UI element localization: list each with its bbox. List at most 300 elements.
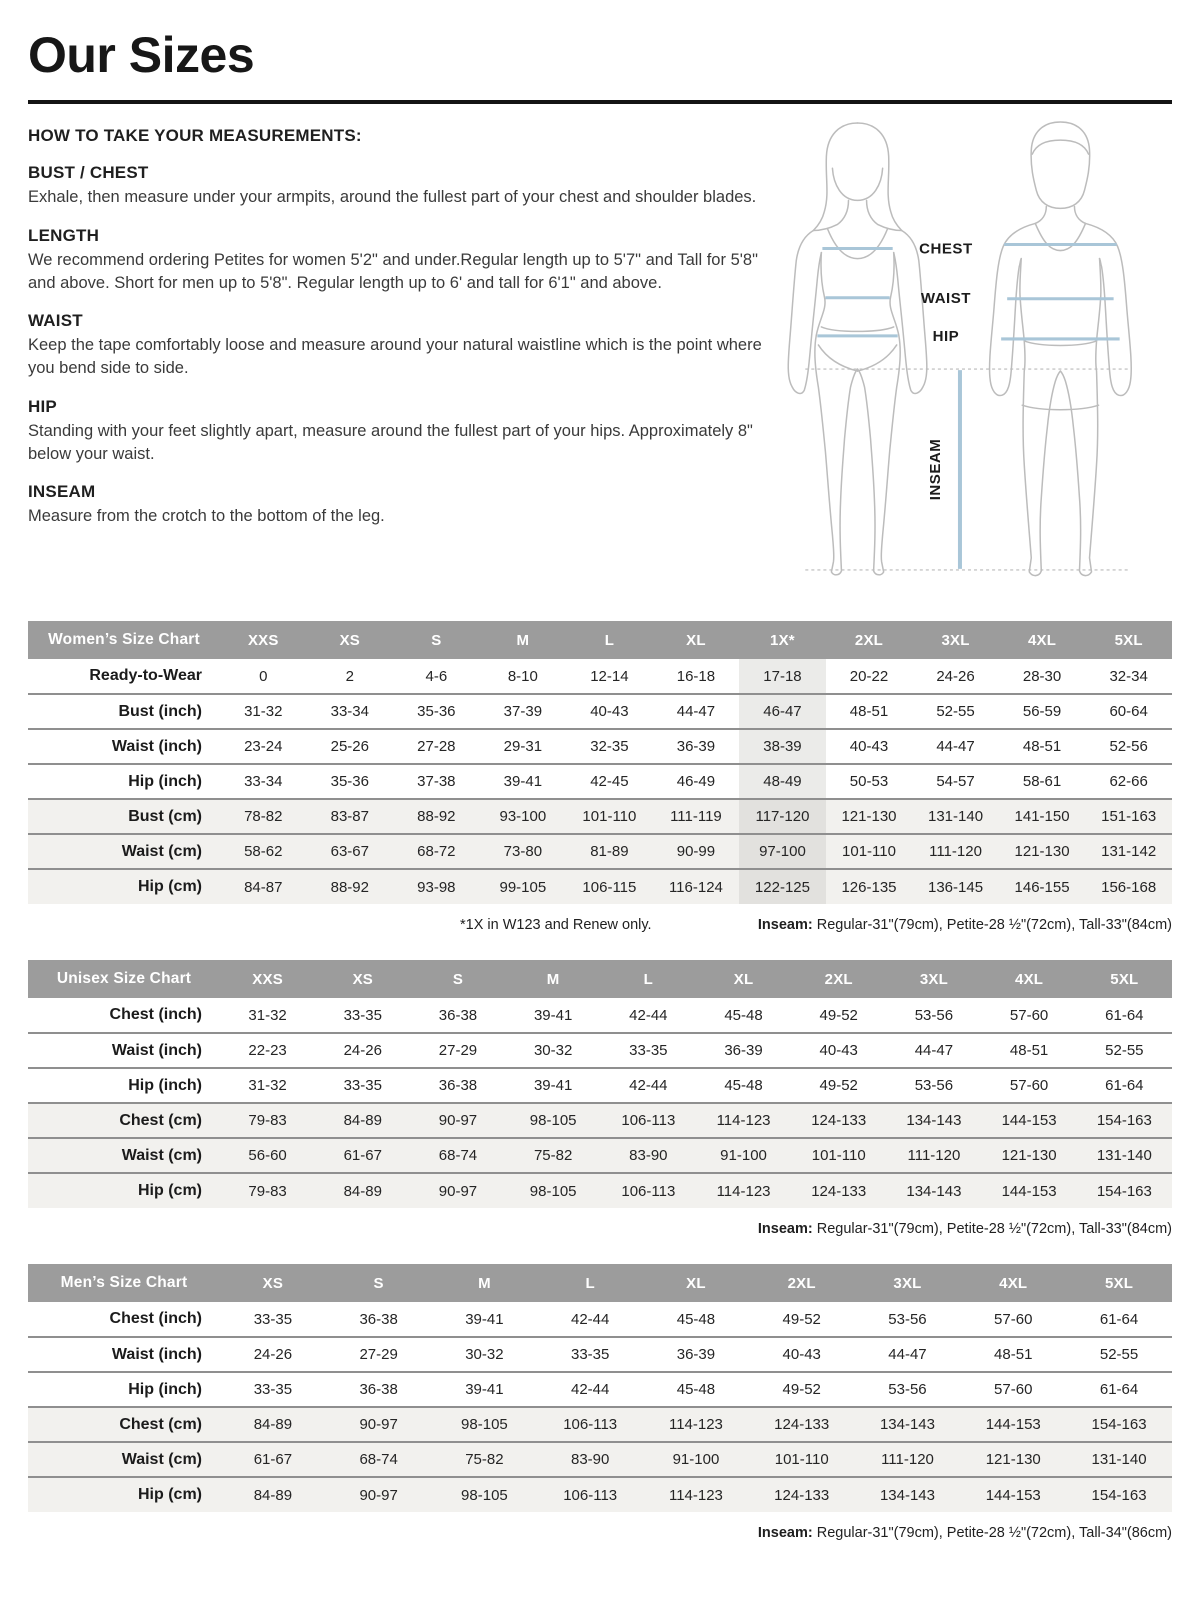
- size-column-header: 5XL: [1077, 960, 1172, 998]
- size-cell: 49-52: [782, 1310, 821, 1328]
- size-cell: 48-51: [960, 1337, 1066, 1372]
- size-cell: 25-26: [307, 729, 394, 764]
- size-cell: 45-48: [676, 1310, 716, 1328]
- inseam-footnote-text: Regular-31"(79cm), Petite-28 ½"(72cm), Tall-34"(86cm): [812, 1525, 1172, 1541]
- size-cell: 154-163: [1077, 1103, 1172, 1138]
- size-cell: 32-34: [1109, 667, 1148, 685]
- size-cell: 111-120: [886, 1138, 981, 1173]
- size-cell: 36-39: [653, 729, 740, 764]
- size-cell: 62-66: [1085, 764, 1172, 799]
- row-label: Waist (cm): [28, 1442, 220, 1477]
- size-cell: 53-56: [855, 1372, 961, 1407]
- inseam-footnote-label: Inseam:: [757, 1525, 813, 1541]
- row-label: Waist (inch): [28, 1033, 220, 1068]
- size-cell: 83-90: [537, 1442, 643, 1477]
- unisex-size-table-block: [28, 960, 1172, 1237]
- size-column-header: XXS: [220, 960, 315, 998]
- size-column-header: 2XL: [749, 1264, 855, 1302]
- size-cell: 23-24: [220, 729, 307, 764]
- size-cell: 40-43: [566, 694, 653, 729]
- body-diagram: [773, 118, 1163, 595]
- row-label: Bust (cm): [28, 799, 220, 834]
- size-cell: 111-120: [912, 834, 999, 869]
- size-cell: 88-92: [307, 869, 394, 904]
- size-cell: 45-48: [643, 1372, 749, 1407]
- row-label: Waist (inch): [28, 1337, 220, 1372]
- size-cell: 73-80: [480, 834, 567, 869]
- size-cell: 63-67: [307, 834, 394, 869]
- table-row: [28, 1033, 1172, 1068]
- table-row: [28, 694, 1172, 729]
- size-cell: 141-150: [999, 799, 1086, 834]
- table-row: [28, 729, 1172, 764]
- table-header-row: [28, 960, 1172, 998]
- size-column-header: XL: [653, 621, 740, 659]
- measurement-instructions: [28, 126, 773, 595]
- size-cell: 24-26: [936, 667, 975, 685]
- female-figure: [788, 123, 927, 575]
- size-column-header: XS: [315, 960, 410, 998]
- size-column-header: L: [537, 1264, 643, 1302]
- size-cell: 99-105: [480, 869, 567, 904]
- size-cell: 31-32: [248, 1006, 287, 1024]
- inseam-footnote-label: Inseam:: [757, 1221, 813, 1237]
- size-cell: 114-123: [643, 1407, 749, 1442]
- size-cell: 37-38: [393, 764, 480, 799]
- table-name: Women’s Size Chart: [28, 621, 220, 659]
- size-cell: 79-83: [220, 1173, 315, 1208]
- size-cell: 8-10: [507, 667, 538, 685]
- size-cell: 48-51: [999, 729, 1086, 764]
- size-cell: 101-110: [566, 799, 653, 834]
- size-cell: 2: [345, 667, 354, 685]
- size-column-header: S: [326, 1264, 432, 1302]
- size-column-header: M: [480, 621, 567, 659]
- size-cell: 131-142: [1085, 834, 1172, 869]
- mens-size-table-block: [28, 1264, 1172, 1541]
- size-cell: 58-61: [999, 764, 1086, 799]
- table-header-row: [28, 621, 1172, 659]
- size-cell: 52-56: [1085, 729, 1172, 764]
- size-cell: 151-163: [1085, 799, 1172, 834]
- table-row: [28, 1442, 1172, 1477]
- row-label: Hip (cm): [28, 1477, 220, 1512]
- size-column-header: 2XL: [791, 960, 886, 998]
- size-table: [28, 960, 1172, 1208]
- size-column-header: 3XL: [855, 1264, 961, 1302]
- size-cell: 61-64: [1105, 1006, 1144, 1024]
- size-cell: 61-64: [1077, 1068, 1172, 1103]
- size-cell: 27-28: [393, 729, 480, 764]
- size-cell: 98-105: [506, 1173, 601, 1208]
- size-cell: 42-44: [570, 1310, 610, 1328]
- size-cell: 4-6: [425, 667, 448, 685]
- row-label: Chest (inch): [109, 1310, 202, 1327]
- size-cell: 111-119: [653, 799, 740, 834]
- size-column-header: XS: [220, 1264, 326, 1302]
- size-cell: 36-39: [643, 1337, 749, 1372]
- size-cell: 83-90: [601, 1138, 696, 1173]
- size-cell: 134-143: [855, 1477, 961, 1512]
- measurement-section: [28, 311, 763, 380]
- size-cell: 124-133: [749, 1477, 855, 1512]
- row-label: Hip (cm): [28, 1173, 220, 1208]
- size-cell: 54-57: [912, 764, 999, 799]
- size-cell: 52-55: [912, 694, 999, 729]
- size-cell: 134-143: [855, 1407, 961, 1442]
- size-cell: 12-14: [590, 667, 629, 685]
- size-cell: 49-52: [791, 1068, 886, 1103]
- size-cell: 48-51: [826, 694, 913, 729]
- size-cell: 90-97: [326, 1407, 432, 1442]
- size-cell: 30-32: [506, 1033, 601, 1068]
- unisex-size-table-container: [28, 960, 1172, 1208]
- measurement-sections: [28, 163, 763, 528]
- size-cell: 116-124: [653, 869, 740, 904]
- title-divider: [28, 100, 1172, 104]
- size-cell: 39-41: [533, 1006, 573, 1024]
- size-cell: 90-99: [653, 834, 740, 869]
- size-cell: 126-135: [826, 869, 913, 904]
- size-cell: 44-47: [653, 694, 740, 729]
- table-row: [28, 1477, 1172, 1512]
- size-cell: 134-143: [886, 1173, 981, 1208]
- size-column-header: 3XL: [912, 621, 999, 659]
- measurement-section: [28, 482, 763, 528]
- size-cell: 97-100: [739, 834, 826, 869]
- size-cell: 106-113: [601, 1103, 696, 1138]
- size-cell: 33-34: [307, 694, 394, 729]
- size-cell: 33-35: [601, 1033, 696, 1068]
- size-cell: 36-38: [410, 1068, 505, 1103]
- row-label: Waist (cm): [28, 1138, 220, 1173]
- size-cell: 144-153: [982, 1173, 1077, 1208]
- size-cell: 46-49: [653, 764, 740, 799]
- womens-size-table-container: [28, 621, 1172, 904]
- table-row: [28, 659, 1172, 694]
- row-label: Chest (inch): [109, 1006, 202, 1023]
- size-cell: 17-18: [739, 659, 826, 694]
- table-row: [28, 1372, 1172, 1407]
- size-cell: 52-55: [1077, 1033, 1172, 1068]
- size-cell: 117-120: [739, 799, 826, 834]
- size-cell: 40-43: [749, 1337, 855, 1372]
- size-cell: 33-35: [315, 1068, 410, 1103]
- size-column-header: L: [601, 960, 696, 998]
- size-cell: 48-49: [739, 764, 826, 799]
- size-cell: 131-140: [1077, 1138, 1172, 1173]
- size-cell: 46-47: [739, 694, 826, 729]
- size-cell: 30-32: [432, 1337, 538, 1372]
- womens-table-footnotes: [28, 917, 1172, 933]
- size-cell: 50-53: [826, 764, 913, 799]
- table-row: [28, 869, 1172, 904]
- size-cell: 101-110: [749, 1442, 855, 1477]
- table-row: [28, 1407, 1172, 1442]
- size-column-header: 2XL: [826, 621, 913, 659]
- size-cell: 44-47: [912, 729, 999, 764]
- table-row: [28, 1138, 1172, 1173]
- chest-label: CHEST: [919, 240, 973, 258]
- section-body: Exhale, then measure under your armpits, around the fullest part of your chest and shoulder blades.: [28, 188, 757, 206]
- dashed-guides: [805, 369, 1130, 570]
- section-body: Keep the tape comfortably loose and measure around your natural waistline which is the point where you bend side to side.: [28, 336, 762, 378]
- size-cell: 75-82: [432, 1442, 538, 1477]
- size-cell: 35-36: [393, 694, 480, 729]
- size-cell: 31-32: [220, 694, 307, 729]
- size-cell: 52-55: [1066, 1337, 1172, 1372]
- size-cell: 84-89: [315, 1173, 410, 1208]
- size-cell: 114-123: [643, 1477, 749, 1512]
- size-cell: 84-89: [220, 1407, 326, 1442]
- size-cell: 36-38: [326, 1372, 432, 1407]
- row-label: Bust (inch): [28, 694, 220, 729]
- size-cell: 39-41: [432, 1372, 538, 1407]
- size-cell: 91-100: [696, 1138, 791, 1173]
- row-label: Ready-to-Wear: [89, 667, 202, 684]
- size-cell: 42-44: [629, 1006, 668, 1024]
- size-cell: 56-60: [220, 1138, 315, 1173]
- size-cell: 111-120: [855, 1442, 961, 1477]
- intro-row: [28, 126, 1172, 595]
- size-column-header: XL: [643, 1264, 749, 1302]
- size-column-header: 5XL: [1085, 621, 1172, 659]
- size-column-header: M: [506, 960, 601, 998]
- table-row: [28, 998, 1172, 1033]
- size-cell: 33-35: [343, 1006, 382, 1024]
- size-cell: 39-41: [465, 1310, 504, 1328]
- size-cell: 106-115: [566, 869, 653, 904]
- section-body: Standing with your feet slightly apart, measure around the fullest part of your hips. Approximately 8" below your waist.: [28, 421, 753, 463]
- how-to-heading: HOW TO TAKE YOUR MEASUREMENTS:: [28, 126, 362, 145]
- size-cell: 124-133: [791, 1103, 886, 1138]
- mens-size-table-container: [28, 1264, 1172, 1512]
- size-column-header: L: [566, 621, 653, 659]
- size-column-header: 4XL: [982, 960, 1077, 998]
- size-cell: 42-45: [566, 764, 653, 799]
- section-heading: BUST / CHEST: [28, 163, 149, 182]
- size-cell: 124-133: [749, 1407, 855, 1442]
- size-cell: 90-97: [326, 1477, 432, 1512]
- size-cell: 44-47: [886, 1033, 981, 1068]
- size-cell: 106-113: [537, 1477, 643, 1512]
- mens-inseam-footnote: [758, 1525, 1172, 1541]
- size-column-header: 1X*: [739, 621, 826, 659]
- size-column-header: 3XL: [886, 960, 981, 998]
- size-cell: 49-52: [819, 1006, 858, 1024]
- size-cell: 35-36: [307, 764, 394, 799]
- inseam-footnote-text: Regular-31"(79cm), Petite-28 ½"(72cm), Tall-33"(84cm): [812, 917, 1172, 933]
- size-cell: 28-30: [1022, 667, 1062, 685]
- size-cell: 16-18: [676, 667, 716, 685]
- size-cell: 61-64: [1066, 1372, 1172, 1407]
- measurement-diagram-svg: [773, 118, 1163, 590]
- size-column-header: XXS: [220, 621, 307, 659]
- one-x-footnote: *1X in W123 and Renew only.: [460, 917, 652, 933]
- size-cell: 36-38: [438, 1006, 478, 1024]
- size-cell: 48-51: [982, 1033, 1077, 1068]
- row-label: Hip (inch): [28, 1372, 220, 1407]
- page-title: Our Sizes: [28, 27, 255, 83]
- womens-inseam-footnote: [758, 917, 1172, 933]
- size-cell: 31-32: [220, 1068, 315, 1103]
- size-cell: 75-82: [506, 1138, 601, 1173]
- size-cell: 144-153: [960, 1407, 1066, 1442]
- size-cell: 57-60: [960, 1372, 1066, 1407]
- waist-label: WAIST: [920, 289, 971, 307]
- size-column-header: 4XL: [960, 1264, 1066, 1302]
- size-cell: 53-56: [886, 1068, 981, 1103]
- size-cell: 57-60: [1009, 1006, 1049, 1024]
- size-cell: 114-123: [696, 1173, 791, 1208]
- size-cell: 98-105: [506, 1103, 601, 1138]
- size-cell: 39-41: [480, 764, 567, 799]
- size-cell: 122-125: [739, 869, 826, 904]
- row-label: Chest (cm): [28, 1103, 220, 1138]
- size-table: [28, 1264, 1172, 1512]
- table-row: [28, 834, 1172, 869]
- size-cell: 57-60: [994, 1310, 1033, 1328]
- table-name: Unisex Size Chart: [28, 960, 220, 998]
- table-row: [28, 799, 1172, 834]
- size-cell: 124-133: [791, 1173, 886, 1208]
- size-cell: 61-67: [315, 1138, 410, 1173]
- size-cell: 33-35: [537, 1337, 643, 1372]
- size-cell: 22-23: [220, 1033, 315, 1068]
- size-cell: 24-26: [220, 1337, 326, 1372]
- size-cell: 131-140: [912, 799, 999, 834]
- table-row: [28, 1173, 1172, 1208]
- size-cell: 106-113: [537, 1407, 643, 1442]
- section-heading: LENGTH: [28, 225, 100, 245]
- size-cell: 84-89: [220, 1477, 326, 1512]
- size-column-header: S: [393, 621, 480, 659]
- inseam-label: INSEAM: [926, 438, 944, 501]
- size-cell: 134-143: [886, 1103, 981, 1138]
- measurement-section: [28, 226, 763, 295]
- section-body: Measure from the crotch to the bottom of the leg.: [28, 507, 385, 526]
- size-cell: 20-22: [849, 667, 889, 685]
- size-cell: 61-67: [220, 1442, 326, 1477]
- table-row: [28, 1103, 1172, 1138]
- table-row: [28, 764, 1172, 799]
- size-cell: 91-100: [643, 1442, 749, 1477]
- table-row: [28, 1068, 1172, 1103]
- size-cell: 33-34: [220, 764, 307, 799]
- size-cell: 83-87: [307, 799, 394, 834]
- size-cell: 88-92: [393, 799, 480, 834]
- table-name: Men’s Size Chart: [28, 1264, 220, 1302]
- size-cell: 90-97: [410, 1173, 505, 1208]
- size-cell: 79-83: [220, 1103, 315, 1138]
- size-cell: 68-74: [410, 1138, 505, 1173]
- size-cell: 101-110: [826, 834, 913, 869]
- size-cell: 154-163: [1066, 1407, 1172, 1442]
- size-column-header: XS: [307, 621, 394, 659]
- inseam-footnote-label: Inseam:: [757, 917, 813, 933]
- size-cell: 40-43: [791, 1033, 886, 1068]
- size-cell: 56-59: [999, 694, 1086, 729]
- size-cell: 61-64: [1099, 1310, 1139, 1328]
- size-cell: 84-87: [220, 869, 307, 904]
- row-label: Hip (inch): [28, 1068, 220, 1103]
- row-label: Waist (inch): [28, 729, 220, 764]
- size-cell: 136-145: [912, 869, 999, 904]
- size-cell: 101-110: [791, 1138, 886, 1173]
- size-cell: 0: [259, 667, 268, 685]
- size-cell: 24-26: [315, 1033, 410, 1068]
- size-cell: 84-89: [315, 1103, 410, 1138]
- size-cell: 144-153: [982, 1103, 1077, 1138]
- size-cell: 45-48: [724, 1006, 763, 1024]
- size-cell: 29-31: [480, 729, 567, 764]
- size-cell: 156-168: [1085, 869, 1172, 904]
- size-cell: 93-98: [393, 869, 480, 904]
- size-cell: 154-163: [1077, 1173, 1172, 1208]
- row-label: Chest (cm): [28, 1407, 220, 1442]
- size-cell: 39-41: [506, 1068, 601, 1103]
- size-cell: 98-105: [432, 1407, 538, 1442]
- size-cell: 37-39: [480, 694, 567, 729]
- size-cell: 40-43: [826, 729, 913, 764]
- size-cell: 106-113: [601, 1173, 696, 1208]
- size-column-header: S: [410, 960, 505, 998]
- table-row: [28, 1302, 1172, 1337]
- size-cell: 53-56: [914, 1006, 954, 1024]
- size-column-header: 4XL: [999, 621, 1086, 659]
- size-cell: 42-44: [601, 1068, 696, 1103]
- size-cell: 78-82: [220, 799, 307, 834]
- inseam-footnote-text: Regular-31"(79cm), Petite-28 ½"(72cm), Tall-33"(84cm): [812, 1221, 1172, 1237]
- section-heading: INSEAM: [28, 482, 96, 502]
- table-header-row: [28, 1264, 1172, 1302]
- size-cell: 60-64: [1085, 694, 1172, 729]
- size-cell: 154-163: [1066, 1477, 1172, 1512]
- size-cell: 90-97: [410, 1103, 505, 1138]
- size-cell: 114-123: [696, 1103, 791, 1138]
- size-cell: 33-35: [253, 1310, 293, 1328]
- size-cell: 36-38: [359, 1310, 398, 1328]
- size-cell: 121-130: [826, 799, 913, 834]
- size-tables-area: [28, 621, 1172, 1541]
- size-column-header: XL: [696, 960, 791, 998]
- size-cell: 27-29: [410, 1033, 505, 1068]
- row-label: Hip (inch): [28, 764, 220, 799]
- size-cell: 32-35: [566, 729, 653, 764]
- size-column-header: 5XL: [1066, 1264, 1172, 1302]
- size-cell: 121-130: [960, 1442, 1066, 1477]
- size-cell: 33-35: [220, 1372, 326, 1407]
- unisex-table-footnotes: [28, 1221, 1172, 1237]
- hip-label: HIP: [932, 327, 960, 345]
- size-table: [28, 621, 1172, 904]
- mens-table-footnotes: [28, 1525, 1172, 1541]
- section-heading: WAIST: [28, 311, 83, 331]
- male-figure: [990, 122, 1132, 576]
- size-cell: 42-44: [537, 1372, 643, 1407]
- womens-size-table-block: [28, 621, 1172, 933]
- size-cell: 144-153: [960, 1477, 1066, 1512]
- size-cell: 131-140: [1066, 1442, 1172, 1477]
- size-cell: 44-47: [855, 1337, 961, 1372]
- size-cell: 53-56: [888, 1310, 927, 1328]
- row-label: Waist (cm): [28, 834, 220, 869]
- table-row: [28, 1337, 1172, 1372]
- size-cell: 68-72: [393, 834, 480, 869]
- unisex-inseam-footnote: [758, 1221, 1172, 1237]
- row-label: Hip (cm): [28, 869, 220, 904]
- size-cell: 45-48: [696, 1068, 791, 1103]
